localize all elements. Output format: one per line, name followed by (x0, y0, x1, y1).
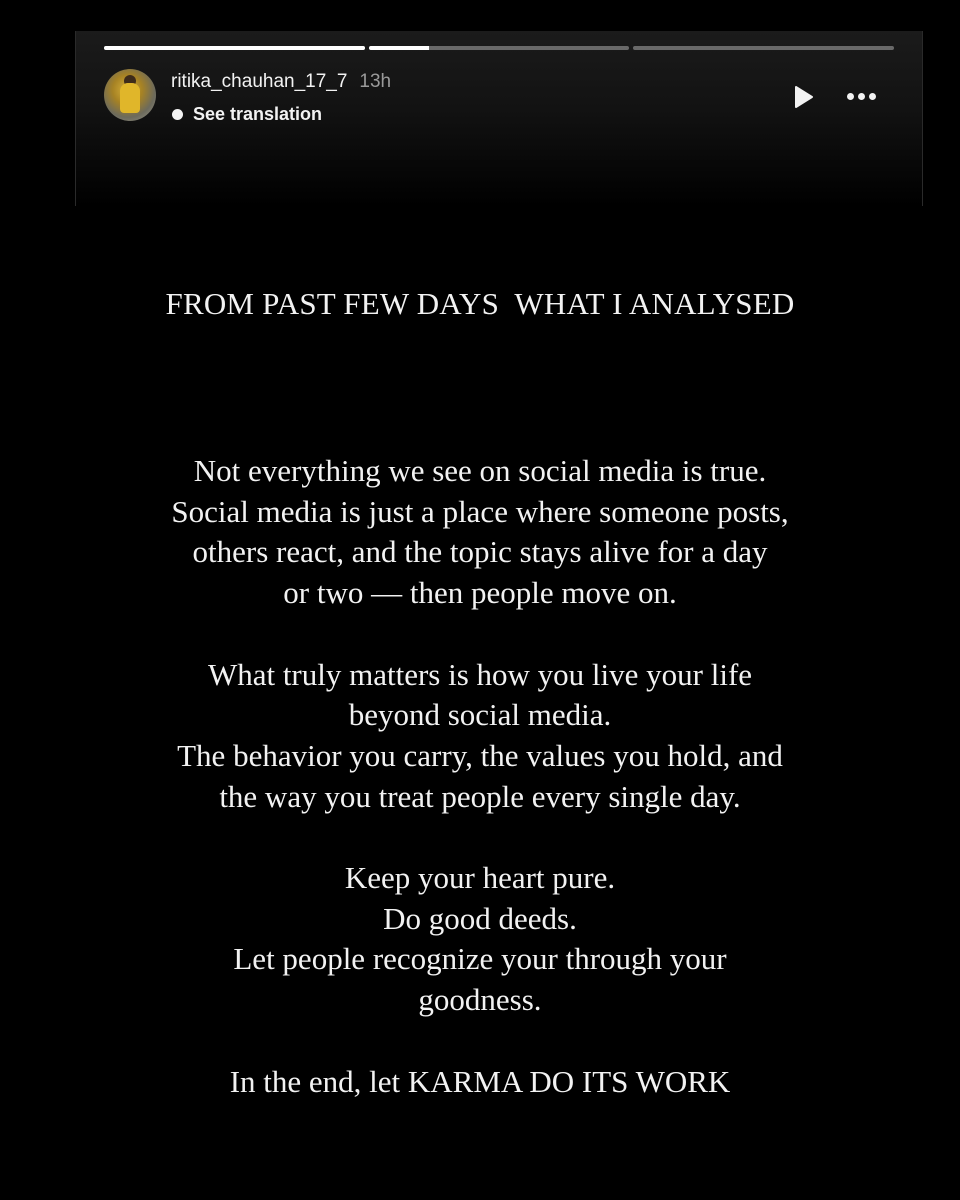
post-time: 13h (359, 71, 392, 92)
text-line: Not everything we see on social media is true. (193, 453, 767, 488)
text-line: the way you treat people every single day. (219, 778, 741, 814)
text-line: The behavior you carry, the values you hold, and (177, 737, 783, 773)
see-translation-button[interactable] (172, 104, 322, 125)
user-row (171, 71, 391, 93)
text-line: In the end, let KARMA DO ITS WORK (229, 1063, 731, 1099)
avatar-figure (120, 83, 140, 113)
text-line: Keep your heart pure. (344, 860, 616, 895)
paragraph-4 (60, 1062, 900, 1103)
text-line: beyond social media. (348, 697, 612, 733)
paragraph-1 (60, 451, 900, 614)
see-translation-label: See translation (193, 104, 323, 124)
text-line: Let people recognize your through your (233, 941, 727, 977)
progress-segment-3 (633, 46, 894, 50)
progress-segment-1 (104, 46, 365, 50)
progress-fill (104, 46, 365, 50)
text-line: Do good deeds. (383, 900, 577, 936)
progress-fill (369, 46, 429, 50)
text-line: goodness. (418, 982, 542, 1018)
story-title: FROM PAST FEW DAYS WHAT I ANALYSED (165, 286, 795, 321)
more-options-button[interactable] (842, 86, 880, 106)
translate-dot-icon (172, 109, 183, 120)
more-options-icon (858, 93, 865, 100)
more-options-icon (847, 93, 854, 100)
username-link[interactable]: ritika_chauhan_17_7 (171, 71, 348, 92)
avatar[interactable] (104, 69, 156, 121)
more-options-icon (869, 93, 876, 100)
paragraph-2 (60, 655, 900, 818)
text-line: Social media is just a place where someone posts, (171, 493, 789, 529)
story-progress-bar (104, 46, 894, 50)
story-header (75, 31, 923, 206)
play-button[interactable] (790, 84, 816, 110)
play-icon (790, 84, 816, 110)
text-line: What truly matters is how you live your life (207, 656, 753, 692)
progress-segment-2 (369, 46, 630, 50)
story-body (60, 451, 900, 1102)
paragraph-3 (60, 858, 900, 1021)
text-line: others react, and the topic stays alive for a day (192, 534, 768, 570)
text-line: or two — then people move on. (283, 575, 677, 611)
